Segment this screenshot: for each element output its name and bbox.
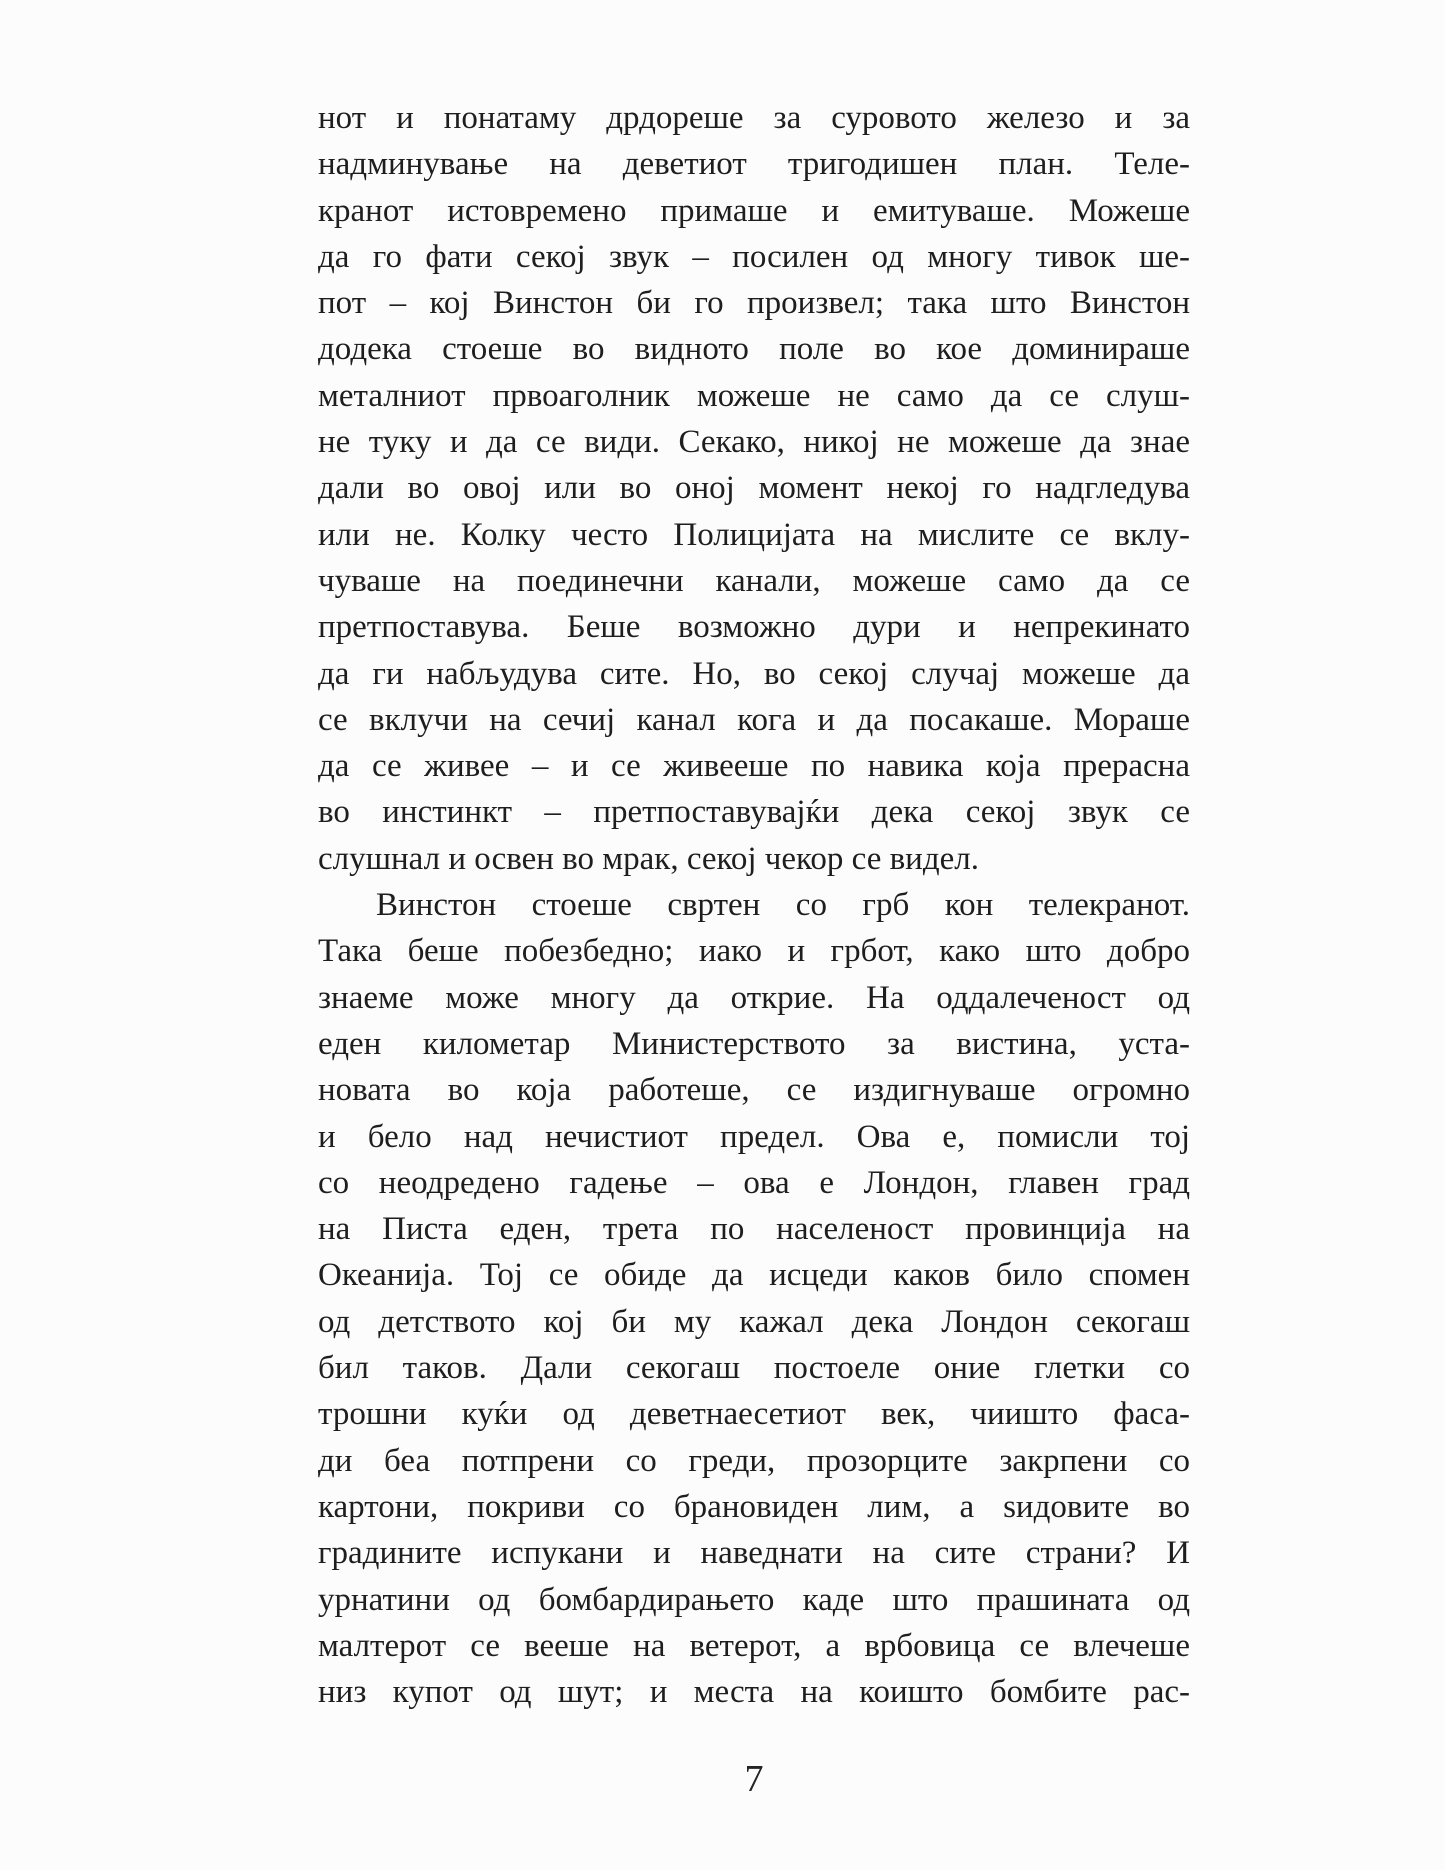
text-line: не туку и да се види. Секако, никој не можеше да знае (318, 424, 1190, 461)
text-line: претпоставува. Беше возможно дури и непрекинато (318, 609, 1190, 646)
page-number: 7 (744, 1758, 764, 1800)
text-line: урнатини од бомбардирањето каде што прашината од (318, 1581, 1190, 1618)
text-line: додека стоеше во видното поле во кое доминираше (318, 331, 1190, 368)
text-line: и бело над нечистиот предел. Ова е, помисли тој (318, 1118, 1190, 1155)
text-line: Винстон стоеше свртен со грб кон телекранот. (376, 887, 1190, 924)
text-line: ди беа потпрени со греди, прозорците закрпени со (318, 1442, 1190, 1479)
text-line: дали во овој или во оној момент некој го надгледува (318, 470, 1190, 507)
text-block (318, 95, 1190, 1715)
text-line: да се живее – и се живееше по навика која прерасна (318, 748, 1190, 785)
text-line: да го фати секој звук – посилен од многу тивок ше- (318, 238, 1190, 275)
page-footer (318, 1756, 1190, 1802)
text-line: новата во која работеше, се издигнуваше огромно (318, 1072, 1190, 1109)
text-line: или не. Колку често Полицијата на мислите се вклу- (318, 516, 1190, 553)
text-line: малтерот се вееше на ветерот, а врбовица се влечеше (318, 1627, 1190, 1664)
text-line: се вклучи на сечиј канал кога и да посакаше. Мораше (318, 701, 1190, 738)
text-line: да ги набљудува сите. Но, во секој случај можеше да (318, 655, 1190, 692)
text-line: металниот првоаголник можеше не само да се слуш- (318, 377, 1190, 414)
text-line: пот – кој Винстон би го произвел; така што Винстон (318, 285, 1190, 322)
text-line: надминување на деветиот тригодишен план. Теле- (318, 146, 1190, 183)
text-line: нот и понатаму дрдореше за суровото железо и за (318, 100, 1190, 136)
text-line: слушнал и освен во мрак, секој чекор се видел. (318, 840, 979, 877)
text-line: низ купот од шут; и места на коишто бомбите рас- (318, 1674, 1190, 1711)
text-line: бил таков. Дали секогаш постоеле оние глетки со (318, 1350, 1190, 1387)
text-line: картони, покриви со брановиден лим, а ѕидовите во (318, 1488, 1190, 1525)
text-line: Така беше побезбедно; иако и грбот, како што добро (318, 933, 1190, 970)
text-line: еден километар Министерството за вистина, уста- (318, 1025, 1190, 1062)
text-line: кранот истовремено примаше и емитуваше. Можеше (318, 192, 1190, 229)
text-line: на Писта еден, трета по населеност провинција на (318, 1211, 1190, 1248)
text-line: од детството кој би му кажал дека Лондон секогаш (318, 1303, 1190, 1340)
text-line: со неодредено гадење – ова е Лондон, главен град (318, 1164, 1190, 1201)
text-line: чуваше на поединечни канали, можеше само да се (318, 562, 1190, 599)
text-line: во инстинкт – претпоставувајќи дека секој звук се (318, 794, 1190, 831)
text-line: Океанија. Тој се обиде да исцеди каков било спомен (318, 1257, 1190, 1294)
text-line: трошни куќи од деветнаесетиот век, чиишто фаса- (318, 1396, 1190, 1433)
text-line: градините испукани и наведнати на сите страни? И (318, 1535, 1190, 1572)
text-line: знаеме може многу да открие. На оддалеченост од (318, 979, 1190, 1016)
